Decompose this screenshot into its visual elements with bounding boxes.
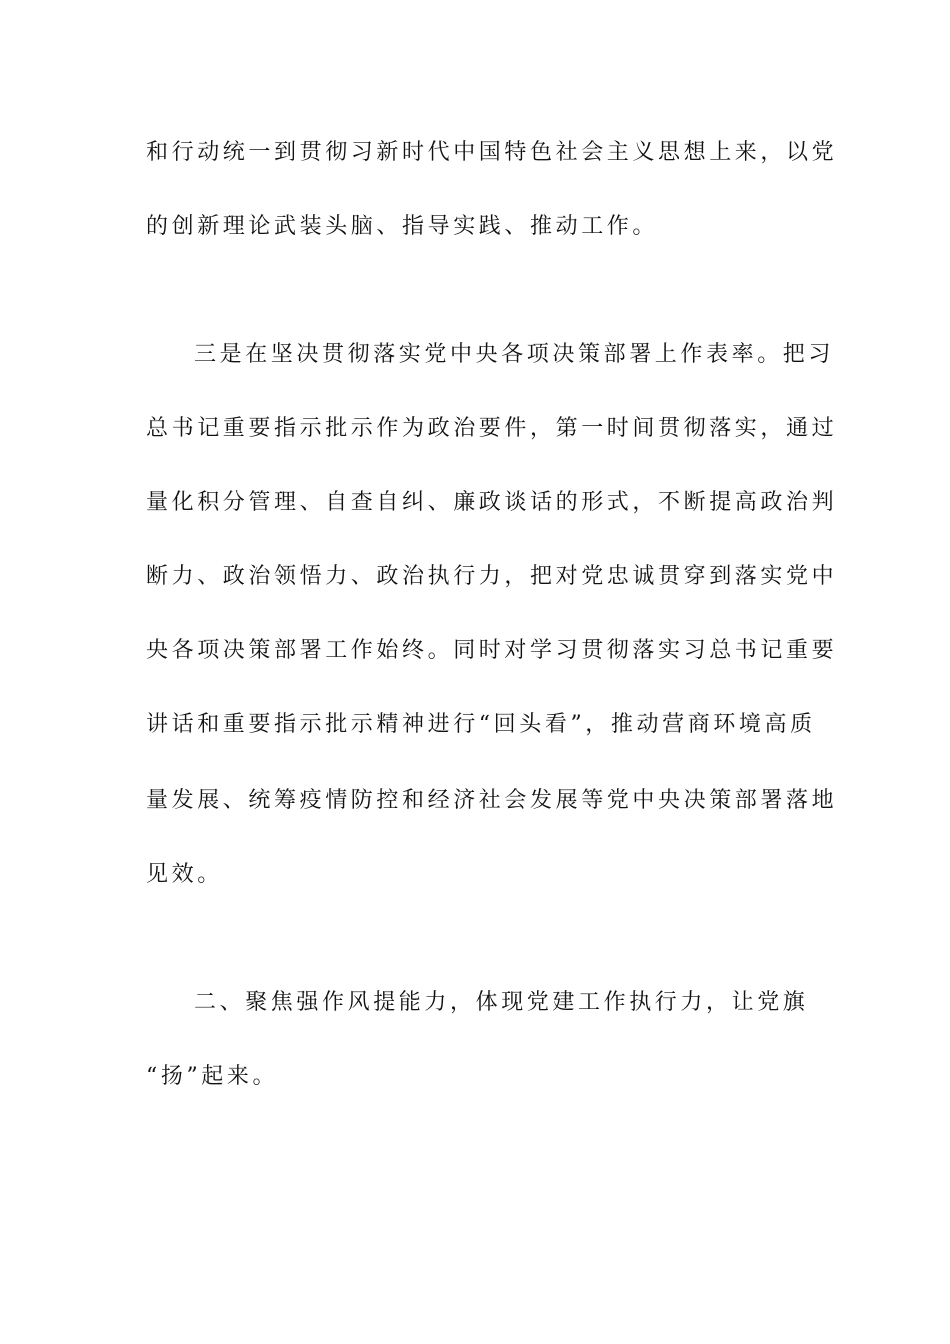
paragraph-2-line-4: 断力、政治领悟力、政治执行力，把对党忠诚贯穿到落实党中: [146, 564, 838, 589]
paragraph-2-line-2: 总书记重要指示批示作为政治要件，第一时间贯彻落实，通过: [146, 416, 838, 441]
paragraph-1-line-1: 和行动统一到贯彻习新时代中国特色社会主义思想上来，以党: [146, 140, 838, 165]
paragraph-2-line-6: 讲话和重要指示批示精神进行“回头看”，推动营商环境高质: [146, 712, 816, 737]
paragraph-2-line-8: 见效。: [146, 862, 223, 887]
paragraph-1-line-2: 的创新理论武装头脑、指导实践、推动工作。: [146, 214, 659, 239]
paragraph-2-line-3: 量化积分管理、自查自纠、廉政谈话的形式，不断提高政治判: [146, 490, 838, 515]
paragraph-2-line-5: 央各项决策部署工作始终。同时对学习贯彻落实习总书记重要: [146, 638, 838, 663]
paragraph-3-line-1: 二、聚焦强作风提能力，体现党建工作执行力，让党旗: [194, 990, 809, 1015]
paragraph-2-line-1: 三是在坚决贯彻落实党中央各项决策部署上作表率。把习: [194, 342, 835, 367]
paragraph-2-line-7: 量发展、统筹疫情防控和经济社会发展等党中央决策部署落地: [146, 788, 838, 813]
paragraph-3-line-2: “扬”起来。: [146, 1064, 279, 1089]
